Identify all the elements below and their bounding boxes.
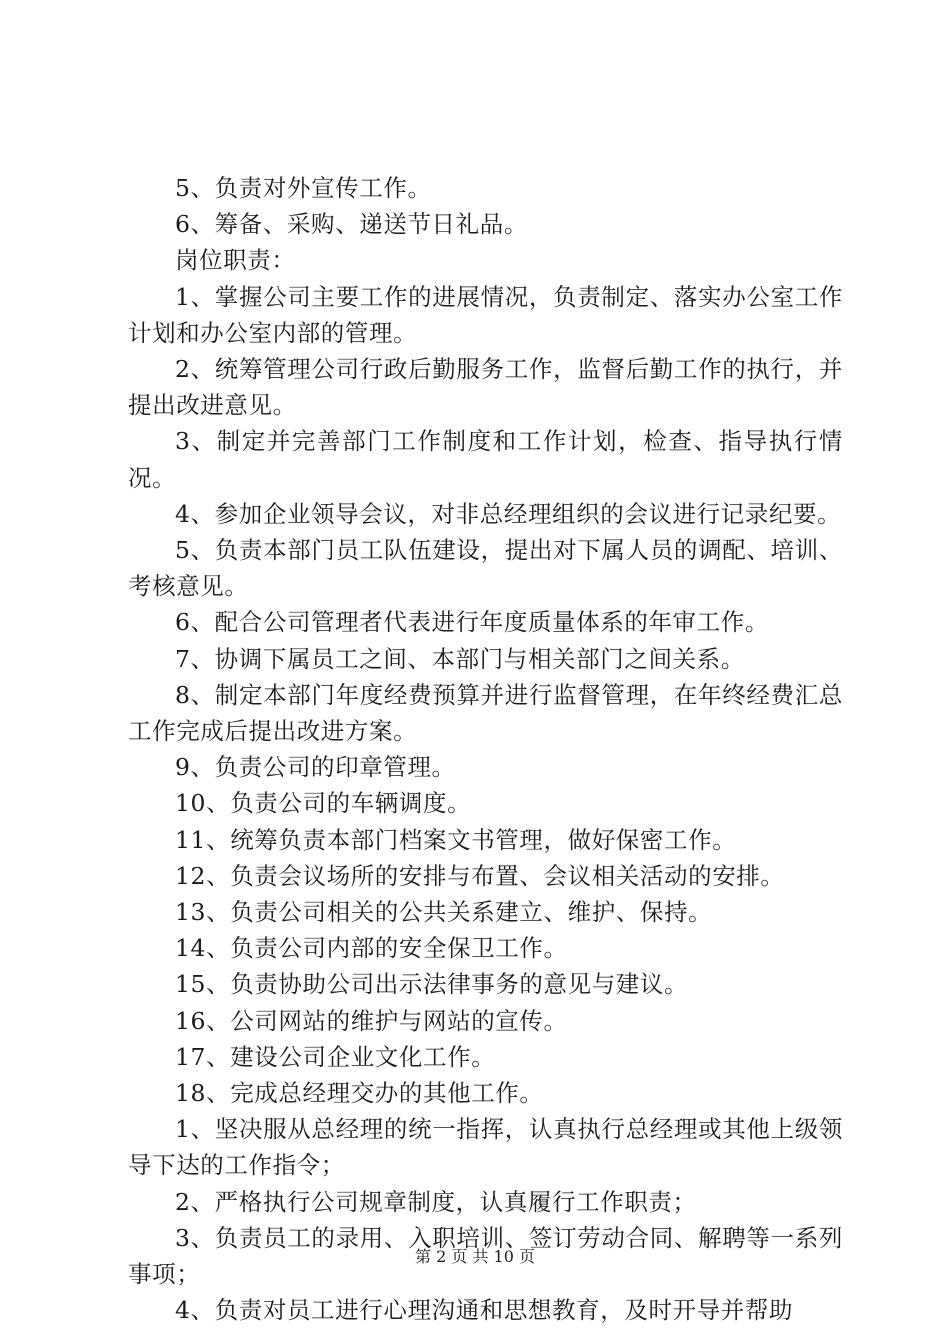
paragraph: 5、负责本部门员工队伍建设，提出对下属人员的调配、培训、考核意见。 <box>128 536 843 601</box>
paragraph: 3、制定并完善部门工作制度和工作计划，检查、指导执行情况。 <box>128 427 843 492</box>
page-number-label: 第 2 页 共 10 页 <box>415 1247 535 1266</box>
paragraph: 16、公司网站的维护与网站的宣传。 <box>175 1006 568 1035</box>
paragraph: 15、负责协助公司出示法律事务的意见与建议。 <box>175 970 689 999</box>
paragraph: 14、负责公司内部的安全保卫工作。 <box>175 934 568 963</box>
paragraph: 2、严格执行公司规章制度，认真履行工作职责； <box>175 1187 697 1216</box>
paragraph: 11、统筹负责本部门档案文书管理，做好保密工作。 <box>175 825 737 854</box>
paragraph: 7、协调下属员工之间、本部门与相关部门之间关系。 <box>175 644 745 673</box>
paragraph: 5、负责对外宣传工作。 <box>175 174 432 202</box>
paragraph: 6、配合公司管理者代表进行年度质量体系的年审工作。 <box>175 608 769 637</box>
paragraph: 13、负责公司相关的公共关系建立、维护、保持。 <box>175 898 713 927</box>
section-heading: 岗位职责： <box>175 246 296 275</box>
paragraph: 6、筹备、采购、递送节日礼品。 <box>175 210 528 239</box>
paragraph: 9、负责公司的印章管理。 <box>175 753 456 782</box>
paragraph: 17、建设公司企业文化工作。 <box>175 1042 496 1071</box>
paragraph: 4、负责对员工进行心理沟通和思想教育，及时开导并帮助 <box>175 1296 794 1325</box>
page-footer <box>0 1244 950 1267</box>
paragraph: 12、负责会议场所的安排与布置、会议相关活动的安排。 <box>175 861 785 890</box>
document-body <box>128 170 843 1329</box>
paragraph: 18、完成总经理交办的其他工作。 <box>175 1079 544 1108</box>
paragraph: 4、参加企业领导会议，对非总经理组织的会议进行记录纪要。 <box>175 499 842 528</box>
paragraph: 2、统筹管理公司行政后勤服务工作，监督后勤工作的执行，并提出改进意见。 <box>128 355 843 420</box>
paragraph: 3、负责员工的录用、入职培训、签订劳动合同、解聘等一系列事项； <box>128 1223 843 1289</box>
paragraph: 8、制定本部门年度经费预算并进行监督管理，在年终经费汇总工作完成后提出改进方案。 <box>128 680 843 746</box>
paragraph: 10、负责公司的车辆调度。 <box>175 789 472 818</box>
paragraph: 1、掌握公司主要工作的进展情况，负责制定、落实办公室工作计划和办公室内部的管理。 <box>128 282 843 347</box>
paragraph: 1、坚决服从总经理的统一指挥，认真执行总经理或其他上级领导下达的工作指令； <box>128 1115 843 1180</box>
